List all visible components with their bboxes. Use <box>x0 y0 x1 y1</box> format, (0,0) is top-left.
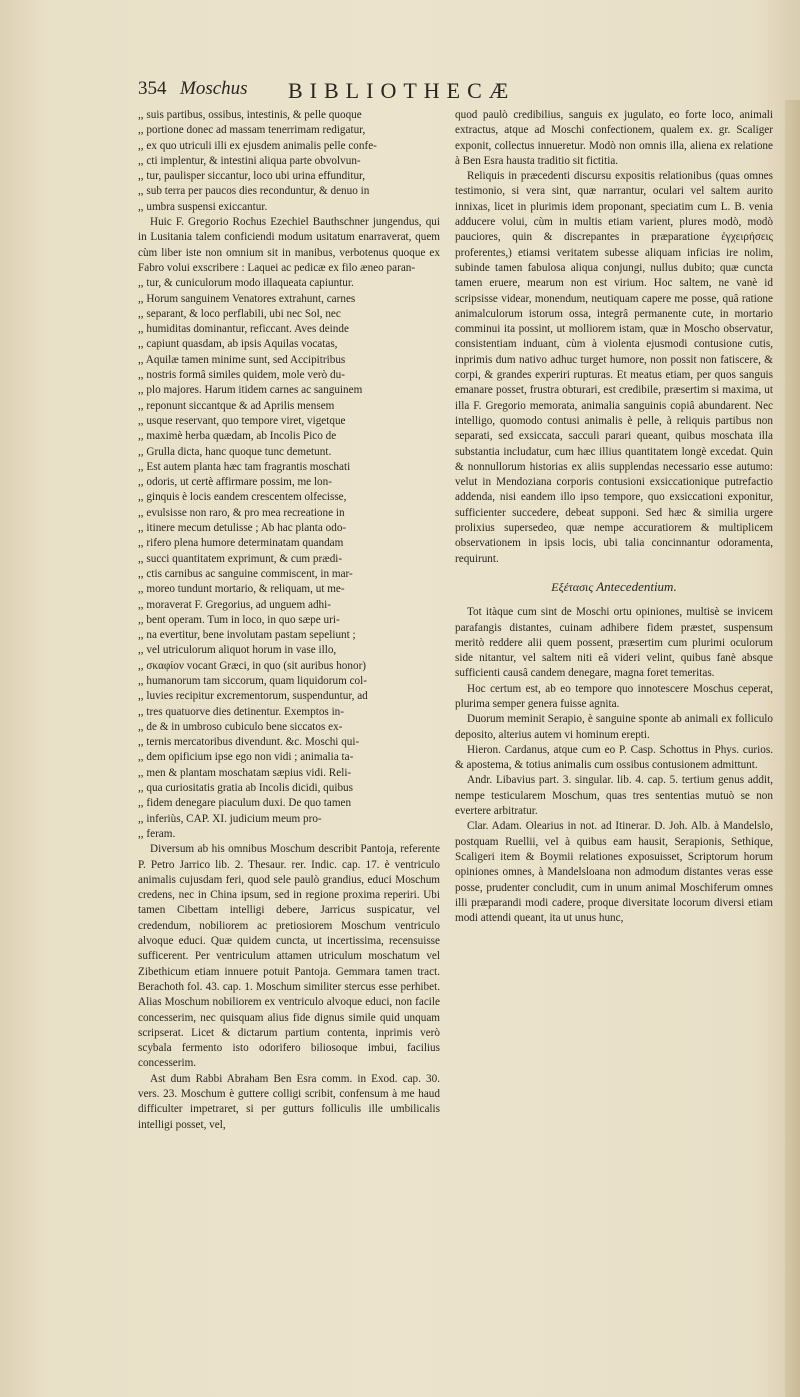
running-author: Moschus <box>180 78 248 99</box>
quote-line: ,, separant, & loco perflabili, ubi nec Sol, nec <box>138 307 341 320</box>
right-column <box>455 108 773 1393</box>
quote-line: ,, tur, paulisper siccantur, loco ubi urina effunditur, <box>138 170 366 183</box>
quote-block-2 <box>138 276 440 842</box>
quote-line: ,, sub terra per paucos dies reconduntur, & denuo in <box>138 185 370 198</box>
section-heading <box>455 579 773 595</box>
quote-line: ,, maximè herba quædam, ab Incolis Pico de <box>138 430 337 443</box>
quote-line: ,, na evertitur, bene involutam pastam sepeliunt ; <box>138 629 356 642</box>
quote-line: ,, usque reservant, quo tempore viret, vigetque <box>138 414 346 427</box>
quote-line: ,, tres quatuorve dies detinentur. Exemptos in- <box>138 705 344 718</box>
quote-line: ,, itinere mecum detulisse ; Ab hac planta odo- <box>138 522 347 535</box>
quote-line: ,, σκαφίον vocant Græci, in quo (sit auribus honor) <box>138 659 367 672</box>
paragraph: Ast dum Rabbi Abraham Ben Esra comm. in Exod. cap. 30. vers. 23. Moschum è guttere colligi scribit, confensum à me haud difficulter impetraret, si per gutturs folliculis ille umbilicalis intelligi posset, vel, <box>138 1072 440 1131</box>
quote-line: ,, moraverat F. Gregorius, ad unguem adhi- <box>138 598 331 611</box>
quote-line: ,, men & plantam moschatam sæpius vidi. Reli- <box>138 766 352 779</box>
quote-line: ,, cti implentur, & intestini aliqua parte obvolvun- <box>138 154 361 167</box>
paragraph: Tot itàque cum sint de Moschi ortu opiniones, multisè se invicem parafangis distantes, cuinam adhibere fidem præstet, suspensum meritò reddere alii quem possent, præsertim cum plurimi oculorum side nitantur, vel saltem niti eâ videri velint, quibus fanè absque sufficienti causâ candem denegare, magna foret temeritas. <box>455 606 773 680</box>
quote-line: ,, odoris, ut certè affirmare possim, me lon- <box>138 476 332 489</box>
quote-line: ,, succi quantitatem exprimunt, & cum prædi- <box>138 552 343 565</box>
quote-line: ,, humiditas dominantur, reficcant. Aves deinde <box>138 323 349 336</box>
quote-line: ,, vel utriculorum aliquot horum in vase illo, <box>138 644 337 657</box>
left-column <box>138 108 440 1393</box>
quote-line: ,, feram. <box>138 827 176 840</box>
quote-line: ,, inferiùs, CAP. XI. judicium meum pro- <box>138 812 322 825</box>
section-heading-latin: Antecedentium. <box>596 578 677 594</box>
quote-line: ,, ctis carnibus ac sanguine commiscent, in mar- <box>138 567 353 580</box>
paragraph: Duorum meminit Serapio, è sanguine sponte ab animali ex folliculo deposito, alterius autem vi hominum erepti. <box>455 713 773 741</box>
quote-line: ,, qua curiositatis gratia ab Incolis dicidi, quibus <box>138 782 354 795</box>
paragraph: Clar. Adam. Olearius in not. ad Itinerar. D. Joh. Alb. à Mandelslo, postquam Ruellii, vel à quibus eam hausit, Serapionis, Sethique, Scaligeri item & Boymii relationes exposuisset, Scriptorum horum opiniones omnes, à Mandelsloana non admodum distantes veras esse posse, prudenter concludit, cum in unum animal Moschiferum omnes illi præparandi modi cadere, proque diversitate locorum diversi etiam modi attendi queant, ita ut unus hunc, <box>455 820 773 925</box>
quote-line: ,, rifero plena humore determinatam quandam <box>138 537 344 550</box>
paragraph: Hieron. Cardanus, atque cum eo P. Casp. Schottus in Phys. curios. & apostema, & totius animalis cum ossibus contusionem admittunt. <box>455 743 773 772</box>
quote-line: ,, umbra suspensi exiccantur. <box>138 200 268 213</box>
quote-line: ,, tur, & cuniculorum modo illaqueata capiuntur. <box>138 277 354 290</box>
quote-line: ,, luvies recipitur excrementorum, suspenduntur, ad <box>138 690 368 703</box>
paragraph: Huic F. Gregorio Rochus Ezechiel Bauthschner jungendus, qui in Lusitania talem conficiendi modum usitatum enarraverat, quem cùm liber iste non omnium sit in manibus, verbotenus quoque ex Fabro volui exscribere : Laquei ac pedicæ ex filo æneo paran- <box>138 216 440 274</box>
quote-block-1 <box>138 108 440 215</box>
quote-line: ,, ginquis è locis eandem crescentem olfecisse, <box>138 491 347 504</box>
quote-line: ,, Horum sanguinem Venatores extrahunt, carnes <box>138 292 356 305</box>
paragraph: Hoc certum est, ab eo tempore quo innotescere Moschus ceperat, plurima semper genera fuisse agnita. <box>455 682 773 710</box>
quote-line: ,, dem opificium ipse ego non vidi ; animalia ta- <box>138 751 354 764</box>
quote-line: ,, reponunt siccantque & ad Aprilis mensem <box>138 399 335 412</box>
paragraph: Andr. Libavius part. 3. singular. lib. 4. cap. 5. tertium genus addit, nempe testicularem Moschum, quas tres sententias mutuò se non evertere arbitratur. <box>455 774 773 818</box>
quote-line: ,, suis partibus, ossibus, intestinis, & pelle quoque <box>138 109 362 121</box>
page-number: 354 <box>138 78 167 99</box>
quote-line: ,, Aquilæ tamen minime sunt, sed Accipitribus <box>138 353 346 366</box>
quote-line: ,, portione donec ad massam tenerrimam redigatur, <box>138 124 366 137</box>
quote-line: ,, plo majores. Harum itidem carnes ac sanguinem <box>138 384 363 397</box>
running-header <box>138 78 788 104</box>
quote-line: ,, nostris formâ similes quidem, mole verò du- <box>138 369 345 382</box>
quote-line: ,, de & in umbroso cubiculo bene siccatos ex- <box>138 720 343 733</box>
quote-line: ,, ternis mercatoribus divendunt. &c. Moschi qui- <box>138 736 360 749</box>
quote-line: ,, moreo tundunt mortario, & reliquam, ut me- <box>138 583 345 596</box>
paragraph: Reliquis in præcedenti discursu expositis relationibus (quas omnes testimonio, si vera sint, quæ narrantur, oculari vel saltem aurito innixas, licet in plurimis idem proponant, speciatim cum L. B. venia adducere volui, cùm in multis etiam varient, plures modò, modò pauciores, quin & discrepantes in præparatione ἐγχειρήσεις proferentes,) etiamsi veritatem subesse aliquam inficias ire nolim, subinde tamen fabulosa aliqua conjungi, nullus dubito; quæ cuncta tamen eruere, mearum non est virium. Hoc saltem, ne vanè id scripsisse videar, monendum, neutiquam capere me posse, quâ ratione animalculorum istorum ossa, integrâ permanente cute, in mortario comminui ita possint, ut molliorem istam, quæ in Moscho observatur, consistentiam induant, cùm à violenta ejusmodi contusione cutis, inprimis dum nativo adhuc turget humore, non possit non fatiscere, & corpi, & grandes experiri rupturas. Et meatus etiam, per quos sanguis emanare posset, frustra obturari, est credibile, præsertim si maxima, ut illa F. Gregorio memorata, animalia sanguinis copiâ abundarent. Nec intelligo, quomodo contusi animalis è pelle, à reliquis partibus non separati, sed exsiccata, sacculi parari queant, quibus moschata illa substantia includatur, cum hæc illius quantitatem longè excedat. Quin & nonnullorum historias ex aliis supplendas necessario esse autumo: velut in Mendoziana corporis contusioni exsiccationique putrefactio addenda, nisi eandem illo ipso tempore, quo exsiccationi exponitur, sufficienter succedere, debeat supponi. Sed hæc & similia urgere prolixius supersedeo, quæ nempe accuratiorem & multiplicem observationem in ipsis locis, ubi talia concinnantur odoramenta, requirunt. <box>455 170 773 565</box>
paragraph: quod paulò credibilius, sanguis ex jugulato, eo forte loco, animali extractus, atque ad Moschi confectionem, qualem ex. gr. Scaliger exponit, collectus innueretur. Modò non omnis illa, aliena ex relatione à Ben Esra hausta traditio sit fictitia. <box>455 109 773 167</box>
quote-line: ,, Est autem planta hæc tam fragrantis moschati <box>138 460 351 473</box>
quote-line: ,, evulsisse non raro, & pro mea recreatione in <box>138 506 345 519</box>
quote-line: ,, humanorum tam siccorum, quam liquidorum col- <box>138 674 367 687</box>
quote-line: ,, Grulla dicta, hanc quoque tunc demetunt. <box>138 445 332 458</box>
page-edge <box>785 100 800 1397</box>
section-heading-greek: Εξέτασις <box>551 579 594 594</box>
quote-line: ,, bent operam. Tum in loco, in quo sæpe uri- <box>138 613 340 626</box>
quote-line: ,, ex quo utriculi illi ex ejusdem animalis pelle confe- <box>138 139 377 152</box>
paragraph: Diversum ab his omnibus Moschum describit Pantoja, referente P. Petro Jarrico lib. 2. Thesaur. rer. Indic. cap. 17. è ventriculo animalis cujusdam feri, quod sele paulò grandius, educi Moschum credens, nec in China ipsum, sed in regione proxima reperiri. Ubi tamen Cibettam intelligi debere, Jarricus suspicatur, vel credendum, nobiliorem ac pretiosiorem Moschum ventriculo alvoque educi. Quæ quidem cuncta, ut incertissima, recensuisse sufficerent. Per ventriculum attamen utriculum moschatum vel Zibethicum etiam innuere potuit Pantoja. Gemmara tamen tract. Berachoth fol. 43. cap. 1. Moschum similiter stercus esse perhibet. Alias Moschum nobiliorem ex ventriculo alvoque educi, non facile concesserim, nec quisquam alius fide dignus simile quid unquam scripserat. Licet & dictarum partium contenta, inprimis verò scybala fermento isto odorifero biliosoque imbui, facilius concesserim. <box>138 843 440 1070</box>
quote-line: ,, capiunt quasdam, ab ipsis Aquilas vocatas, <box>138 338 338 351</box>
quote-line: ,, fidem denegare piaculum duxi. De quo tamen <box>138 797 352 810</box>
running-title: BIBLIOTHECÆ <box>288 78 516 103</box>
